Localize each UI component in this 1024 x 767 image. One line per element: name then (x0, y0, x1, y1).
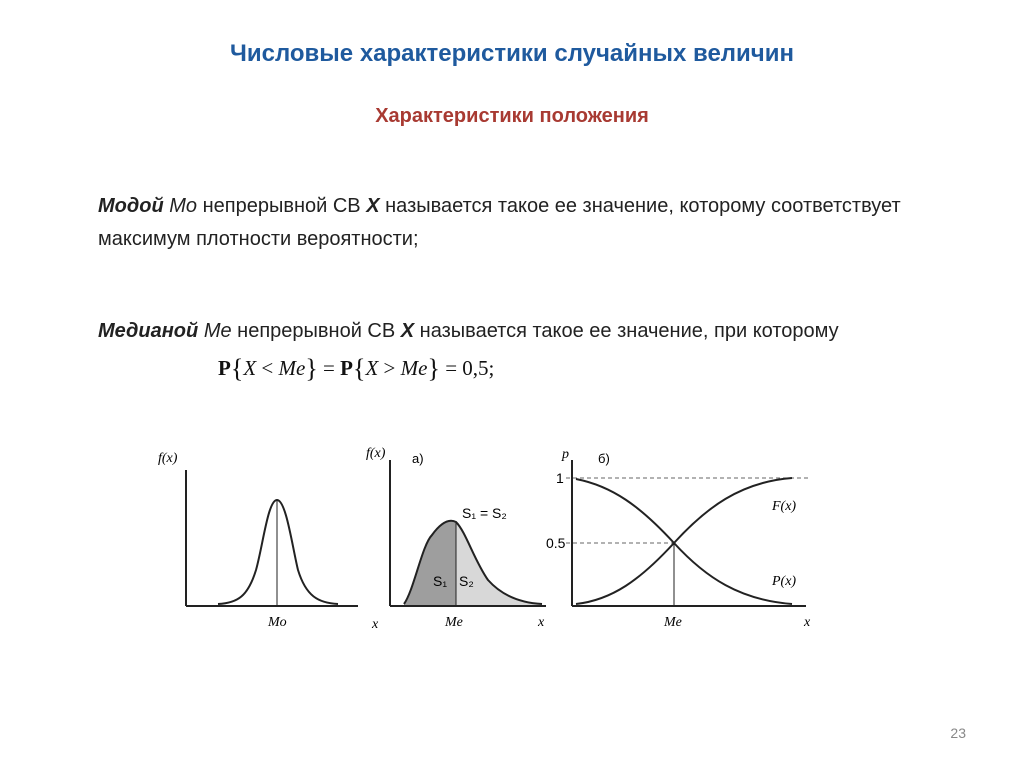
median-cdf-graph (546, 447, 811, 630)
g2-s2-label: S₂ (459, 573, 474, 589)
formula-brace-open-2: { (352, 354, 366, 383)
g1-y-label: f(x) (158, 451, 178, 466)
g3-y-label: p (562, 447, 569, 462)
mode-text-2: называется такое ее значение, которому соответствует максимум плотности вероятности; (98, 195, 901, 250)
median-term: Медианой (98, 320, 199, 342)
g3-tick-half: 0.5 (546, 535, 566, 551)
formula-p2: P (340, 356, 353, 380)
g2-area-equality: S₁ = S₂ (462, 505, 507, 521)
slide-subtitle: Характеристики положения (375, 105, 649, 127)
g3-curve-f (576, 478, 792, 604)
formula-lt: < (256, 356, 279, 380)
g2-x-label: x (538, 615, 545, 630)
g2-panel-label: а) (412, 451, 424, 466)
mode-variable: X (366, 195, 380, 217)
median-text-1: непрерывной СВ (231, 320, 401, 342)
g3-x-label: x (804, 615, 811, 630)
g3-curve-p (576, 479, 792, 604)
formula-brace-open-1: { (230, 354, 244, 383)
median-variable: X (400, 320, 415, 342)
g3-curve-p-label: P(x) (772, 574, 797, 589)
median-text-2: называется такое ее значение, при которому (414, 320, 839, 342)
mode-term: Модой (98, 195, 164, 217)
formula-brace-close-1: } (305, 354, 318, 383)
median-area-graph (366, 446, 546, 630)
formula-me2: Me (400, 356, 428, 380)
g2-area-s2 (456, 522, 542, 606)
formula-eq1: = (317, 356, 341, 380)
g1-mode-label: Mo (268, 615, 287, 630)
g1-x-label: x (372, 617, 379, 632)
slide-title: Числовые характеристики случайных величин (230, 40, 794, 67)
formula-gt: > (378, 356, 401, 380)
formula-brace-close-2: } (427, 354, 440, 383)
formula-eq2: = 0,5; (439, 356, 495, 380)
formula-x2: X (365, 356, 379, 380)
g3-median-label: Me (664, 615, 682, 630)
mode-symbol: Mo (169, 195, 198, 217)
g3-curve-f-label: F(x) (772, 499, 797, 514)
g2-s1-label: S₁ (433, 573, 448, 589)
g3-panel-label: б) (598, 451, 610, 466)
g2-y-label: f(x) (366, 446, 386, 461)
g2-median-label: Me (445, 615, 463, 630)
formula-p1: P (218, 356, 231, 380)
median-symbol: Me (203, 320, 232, 342)
formula-me1: Me (278, 356, 306, 380)
g1-density-curve (218, 500, 338, 604)
page-number: 23 (950, 725, 966, 741)
formula-x1: X (243, 356, 257, 380)
mode-text-1: непрерывной СВ (197, 195, 367, 217)
g3-tick-1: 1 (556, 470, 564, 486)
mode-graph (158, 451, 379, 632)
g2-area-s1 (404, 521, 456, 606)
